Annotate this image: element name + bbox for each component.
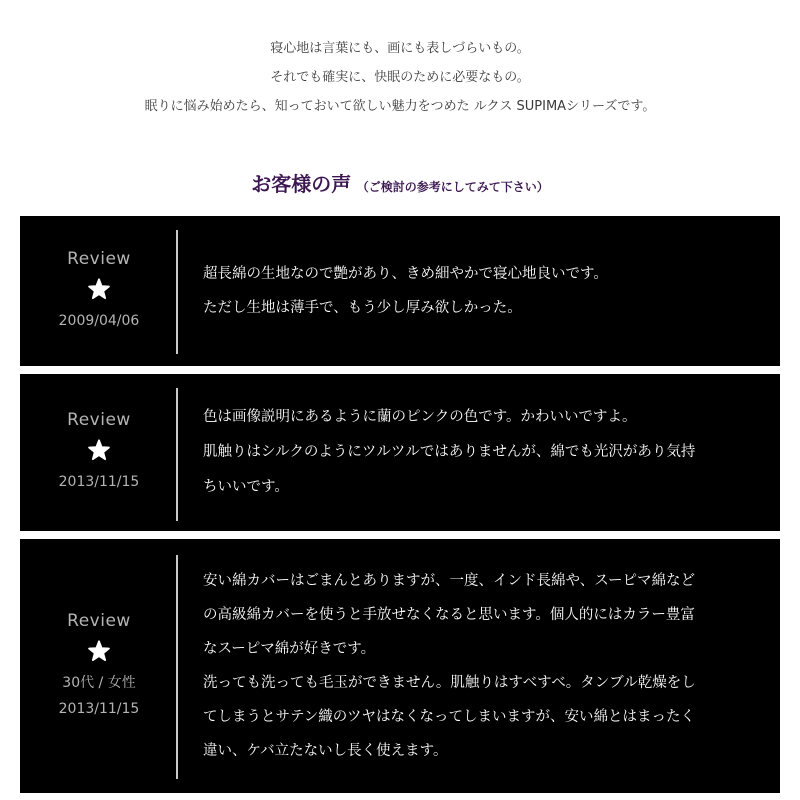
review-divider: [176, 230, 178, 354]
review-label: Review: [67, 610, 131, 631]
review-card: [20, 539, 780, 793]
review-meta: [20, 216, 178, 366]
intro-line: それでも確実に、快眠のために必要なもの。: [270, 70, 530, 85]
section-title-main: お客様の声: [251, 172, 352, 196]
review-body: [203, 374, 762, 531]
review-text-line: なスーピマ綿が好きです。: [203, 641, 376, 657]
review-divider: [176, 555, 178, 779]
review-text-line: ただし生地は薄手で、もう少し厚み欲しかった。: [203, 300, 522, 316]
review-author: 30代 / 女性: [62, 674, 136, 691]
review-date: 2013/11/15: [58, 700, 140, 717]
review-text-line: 超長綿の生地なので艶があり、きめ細やかで寝心地良いです。: [203, 266, 608, 282]
review-date: 2013/11/15: [58, 474, 140, 490]
review-label: Review: [67, 410, 131, 430]
section-title-subtitle: （ご検討の参考にしてみて下さい）: [356, 180, 549, 194]
review-card: [20, 216, 780, 366]
review-text-line: 肌触りはシルクのようにツルツルではありませんが、綿でも光沢があり気持: [203, 444, 696, 460]
review-text-line: てしまうとサテン織のツヤはなくなってしまいますが、安い綿とはまったく: [203, 709, 695, 725]
review-card: [20, 374, 780, 531]
review-meta: [20, 539, 178, 793]
section-title: [0, 168, 800, 197]
review-body: [203, 216, 762, 366]
star-icon: [88, 439, 110, 461]
star-icon: [88, 278, 110, 300]
review-divider: [176, 388, 178, 521]
review-label: Review: [67, 248, 131, 269]
star-icon: [88, 640, 110, 662]
review-text-line: 違い、ケバ立たないし長く使えます。: [203, 743, 448, 759]
intro-line: 眠りに悩み始めたら、知っておいて欲しい魅力をつめた ルクス SUPIMAシリーズです。: [144, 99, 656, 114]
review-text-line: 安い綿カバーはごまんとありますが、一度、インド長綿や、スーピマ綿など: [203, 573, 695, 589]
intro-line: 寝心地は言葉にも、画にも表しづらいもの。: [270, 41, 530, 56]
intro-text: [0, 34, 800, 121]
review-text-line: ちいいです。: [203, 479, 289, 495]
review-date: 2009/04/06: [58, 312, 140, 329]
review-body: [203, 539, 762, 793]
review-text-line: の高級綿カバーを使うと手放せなくなると思います。個人的にはカラー豊富: [203, 607, 695, 623]
review-text-line: 色は画像説明にあるように蘭のピンクの色です。かわいいですよ。: [203, 409, 637, 425]
review-meta: [20, 374, 178, 531]
review-text-line: 洗っても洗っても毛玉ができません。肌触りはすべすべ。タンブル乾燥をし: [203, 675, 696, 691]
